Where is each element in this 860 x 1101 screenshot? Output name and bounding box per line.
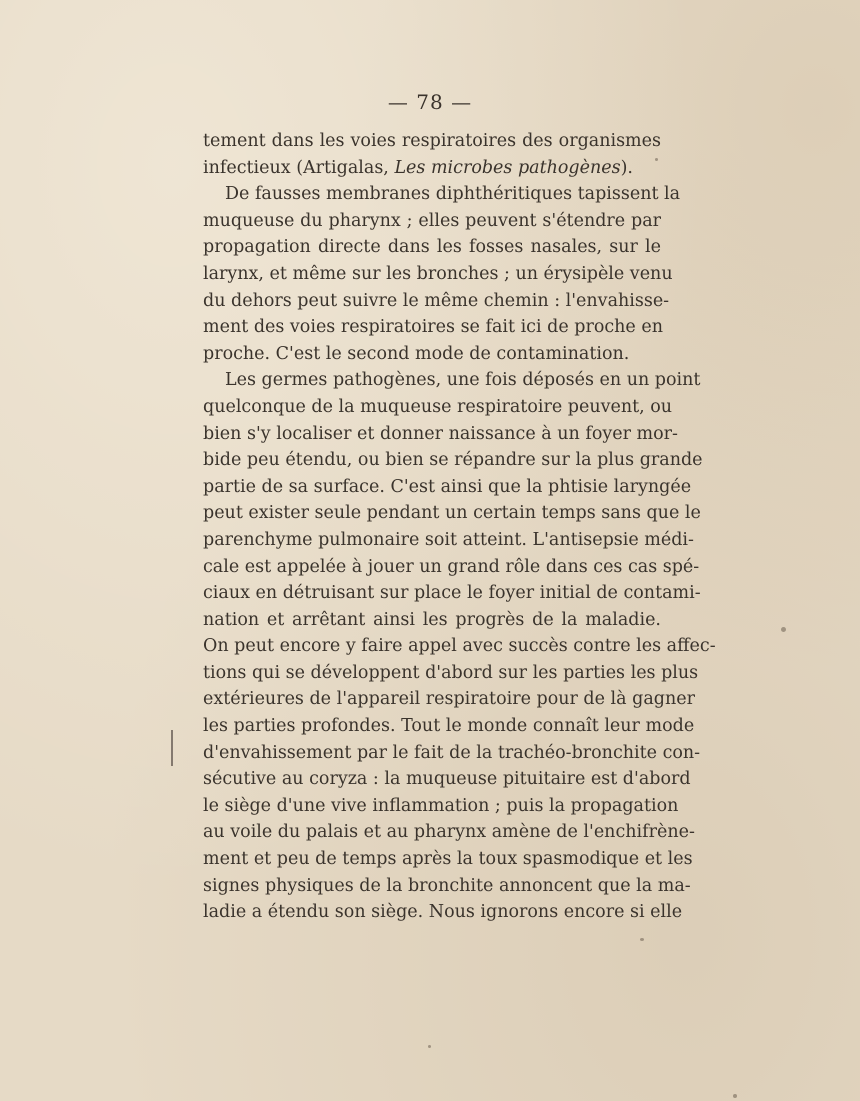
text-line: tement dans les voies respiratoires des organismes <box>203 131 661 151</box>
text-line: cale est appelée à jouer un grand rôle dans ces cas spé- <box>203 556 700 577</box>
text-line: au voile du palais et au pharynx amène de l'enchifrène- <box>203 822 695 843</box>
text-line: partie de sa surface. C'est ainsi que la phtisie laryngée <box>203 476 692 497</box>
margin-mark <box>171 730 173 766</box>
paper-speck <box>640 938 644 941</box>
text-line: muqueuse du pharynx ; elles peuvent s'étendre par <box>203 210 661 231</box>
text-line: quelconque de la muqueuse respiratoire peuvent, ou <box>203 396 673 417</box>
text-line: Les germes pathogènes, une fois déposés en un point <box>225 370 701 391</box>
text-line: propagation directe dans les fosses nasales, sur le <box>203 237 661 258</box>
text-line: nation et arrêtant ainsi les progrès de la maladie. <box>203 609 661 630</box>
text-line: sécutive au coryza : la muqueuse pituitaire est d'abord <box>203 769 691 790</box>
paper-speck <box>781 627 786 632</box>
text-line: peut exister seule pendant un certain temps sans que le <box>203 503 701 524</box>
text-line: tions qui se développent d'abord sur les parties les plus <box>203 662 699 683</box>
text-line: proche. C'est le second mode de contamination. <box>203 343 630 364</box>
text-line: parenchyme pulmonaire soit atteint. L'antisepsie médi- <box>203 529 694 550</box>
text-line: les parties profondes. Tout le monde connaît leur mode <box>203 716 695 737</box>
book-title: Les microbes pathogènes <box>394 157 621 178</box>
text-line: ment des voies respiratoires se fait ici de proche en <box>203 317 663 338</box>
text-line: ciaux en détruisant sur place le foyer initial de contami- <box>203 583 701 604</box>
text-line: extérieures de l'appareil respiratoire pour de là gagner <box>203 689 695 710</box>
text-line: du dehors peut suivre le même chemin : l'envahisse- <box>203 290 670 311</box>
text-line: bien s'y localiser et donner naissance à un foyer mor- <box>203 423 678 444</box>
text-line: le siège d'une vive inflammation ; puis la propagation <box>203 795 679 816</box>
text-line: bide peu étendu, ou bien se répandre sur la plus grande <box>203 450 703 471</box>
paper-speck <box>655 158 658 161</box>
text-line: larynx, et même sur les bronches ; un érysipèle venu <box>203 263 673 284</box>
page-number: — 78 — <box>387 90 473 114</box>
body-text <box>203 128 716 926</box>
paper-speck <box>428 1045 431 1048</box>
text-line: On peut encore y faire appel avec succès contre les affec- <box>203 636 716 657</box>
text-line: d'envahissement par le fait de la trachéo-bronchite con- <box>203 742 701 763</box>
text-line: signes physiques de la bronchite annoncent que la ma- <box>203 875 691 896</box>
text-line: De fausses membranes diphthéritiques tapissent la <box>225 184 681 205</box>
text-line: ment et peu de temps après la toux spasmodique et les <box>203 849 693 870</box>
text-line: ladie a étendu son siège. Nous ignorons encore si elle <box>203 902 683 923</box>
paper-speck <box>733 1094 737 1098</box>
text-line: infectieux (Artigalas, Les microbes pathogènes). <box>203 157 633 178</box>
